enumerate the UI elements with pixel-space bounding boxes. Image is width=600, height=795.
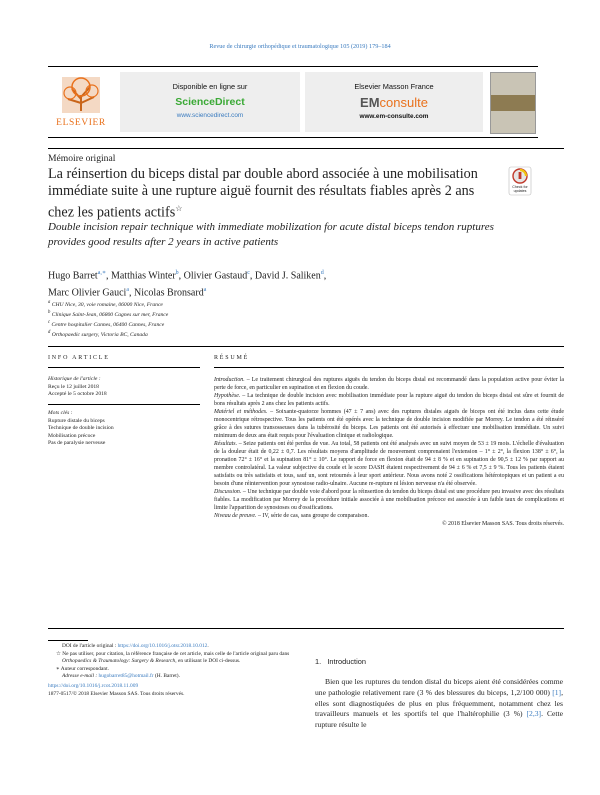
affiliation-item: $^c$ Centre hospitalier Cannes, 06400 Cannes, France <box>48 319 165 328</box>
received-date: Reçu le 12 juillet 2018 <box>48 383 99 390</box>
author-name[interactable]: Matthias Winter <box>110 270 176 282</box>
title-english: Double incision repair technique with immediate mobilization for acute distal biceps tendon ruptures provides good results after 2 years in active patients <box>48 221 494 248</box>
footnotes: DOI de l'article original : https://doi.org/10.1016/j.otsr.2018.10.012. ☆ Ne pas utiliser, pour citation, la référence française de cet article, mais celle de l'article original paru dans Orthopaedics & Traumatology: Surgery & Research, en utilisant le DOI ci-dessus. ∗ Auteur correspondant. Adresse e-mail : hugobarret85@hotmail.fr (H. Barret). https://doi.org/10.1016/j.rcot.2018.11.009 1877-0517/© 2018 Elsevier Masson SAS. Tous droits réservés. <box>48 643 298 698</box>
elsevier-logo <box>48 73 114 129</box>
accepted-date: Accepté le 5 octobre 2018 <box>48 391 107 398</box>
emconsulte-box <box>305 72 483 132</box>
author-name[interactable]: Marc Olivier Gauci <box>48 287 127 299</box>
consulte-logo-part: consulte <box>379 95 428 110</box>
sciencedirect-brand[interactable]: ScienceDirect <box>175 96 245 108</box>
journal-cover-thumbnail <box>490 72 536 134</box>
keywords-title: Mots clés : <box>48 410 73 416</box>
ref-link[interactable]: [1] <box>552 687 562 697</box>
elsevier-masson-text: Elsevier Masson France <box>354 82 434 91</box>
em-logo-part: EM <box>360 95 380 110</box>
title-star: ☆ <box>175 204 183 213</box>
history-title: Historique de l'article : <box>48 376 101 382</box>
author-email-link[interactable]: hugobarret85@hotmail.fr <box>98 673 154 680</box>
title-french-text: La réinsertion du biceps distal par double abord associée à une mobilisation immédiate suite à une rupture aiguë fournit des résultats fiables après 2 ans chez les patients actifs <box>48 166 478 221</box>
keywords <box>48 410 198 448</box>
issn-line: 1877-0517/© 2018 Elsevier Masson SAS. Tous droits réservés. <box>48 690 185 697</box>
doi-link[interactable]: https://doi.org/10.1016/j.rcot.2018.11.009 <box>48 682 139 689</box>
keyword-item: Pas de paralysie nerveuse <box>48 440 106 447</box>
affiliation-item: $^a$ CHU Nice, 30, voie romaine, 06000 Nice, France <box>48 300 163 308</box>
article-history <box>48 376 198 399</box>
title-french <box>48 166 498 222</box>
author-name[interactable]: David J. Saliken <box>254 270 321 282</box>
check-badge-line2: updates <box>513 189 527 193</box>
journal-header[interactable]: Revue de chirurgie orthopédique et traumatologique 105 (2019) 179–184 <box>209 43 391 50</box>
author-name[interactable]: Hugo Barret <box>48 270 98 282</box>
emconsulte-brand[interactable] <box>305 95 483 110</box>
intro-heading: 1. Introduction <box>315 657 366 666</box>
affiliation-item: $^d$ Orthopaedic surgery, Victoria BC, Canada <box>48 329 148 338</box>
author-name[interactable]: Olivier Gastaud <box>183 270 248 282</box>
affiliations <box>48 299 168 338</box>
sciencedirect-box <box>120 72 300 132</box>
check-badge-line1: Check for <box>512 185 528 189</box>
sciencedirect-url[interactable]: www.sciencedirect.com <box>176 112 244 119</box>
emconsulte-url[interactable]: www.em-consulte.com <box>359 113 429 120</box>
article-type: Mémoire original <box>48 153 116 164</box>
author-name[interactable]: Nicolas Bronsard <box>133 287 204 299</box>
keyword-item: Mobilisation précoce <box>48 432 96 439</box>
ref-link[interactable]: [2,3] <box>526 709 542 719</box>
original-doi-link[interactable]: https://doi.org/10.1016/j.otsr.2018.10.012 <box>117 643 208 649</box>
copyright: © 2018 Elsevier Masson SAS. Tous droits réservés. <box>442 521 564 527</box>
info-article-heading: INFO ARTICLE <box>48 355 110 361</box>
available-online-text: Disponible en ligne sur <box>172 82 248 91</box>
keyword-item: Technique de double incision <box>48 425 114 432</box>
elsevier-tree-icon <box>48 73 114 129</box>
elsevier-logo-text: ELSEVIER <box>56 118 106 128</box>
affiliation-item: $^b$ Clinique Saint-Jean, 06800 Cagnes sur mer, France <box>48 309 169 318</box>
resume-heading: RÉSUMÉ <box>214 355 250 361</box>
intro-paragraph: Bien que les ruptures du tendon distal du biceps aient été considérées comme une pathologie relativement rare (3 % des blessures du biceps, 1,2/100 000) [1], elles sont diagnostiquées de plus en plus fréquemment, notamment chez les travailleurs manuels et les sportifs tel que l'haltérophilie (3 %) [2,3]. Cette rupture résulte le <box>315 677 563 730</box>
keyword-item: Rupture distale du biceps <box>48 417 105 424</box>
check-for-updates-badge[interactable] <box>508 166 532 196</box>
author-list: Hugo Barret$^{a,∗}$, Matthias Winter$^b$, Olivier Gastaud$^c$, David J. Saliken$^d$, Marc Olivier Gauci$^a$, Nicolas Bronsard$^a$ <box>48 270 327 299</box>
abstract-body: Introduction. – Le traitement chirurgical des ruptures aiguës du tendon du biceps distal est recommandé dans la population active pour éviter la perte de force, en particulier en supination et en flexion du coude. Hypothèse. – La technique de double incision avec mobilisation immédiate pour la rupture aiguë du tendon du biceps distal est sûre et fournit de bons résultats après 2 ans chez les patients actifs. Matériel et méthodes. – Soixante-quatorze hommes (47 ± 7 ans) avec des ruptures distales aiguës de biceps ont été inclus dans cette étude monocentrique rétrospective. Tous les patients ont été opérés avec la technique de double incision modifiée par Morrey. Le tendon a été réinséré grâce à des sutures transosseuses dans la tubérosité du biceps. Les patients ont été autorisés à effectuer une mobilisation immédiate. Un suivi minimum de deux ans était requis pour l'évaluation clinique et radiologique. Résultats. – Seize patients ont été perdus de vue. Au total, 58 patients ont été analysés avec un suivi moyen de 53 ± 19 mois. L'échelle d'évaluation de la douleur était de 0,22 ± 0,7. Les résultats moyens d'amplitude de mouvement comprenaient l'extension – 1° ± 2°, la flexion 138° ± 6°, la pronation 72° ± 16° et la supination 81° ± 10°. Le rapport de force en flexion était de 94 ± 8 % et en supination de 90,5 ± 12 % par rapport au membre controlatéral. La valeur subjective du coude et le score DASH étaient respectivement de 94 ± 6 % et 7,5 ± 9 %. Tous les patients étaient satisfaits ou très satisfaits et tous, sauf un, sont retournés à leur sport antérieur. Nous avons noté 2 ossifications hétérotopiques et un patient a eu besoin d'une réintervention pour synostose radio-ulnaire. Aucune re-rupture ni lésion nerveuse n'a été observée. Discussion. – Une technique par double voie d'abord pour la réinsertion du tendon du biceps distal est une procédure peu invasive avec des résultats fiables. La modification par Morrey de la procédure initiale associée à une mobilisation précoce est associée à un faible taux de complications et limite l'apparition de synostoses ou d'ossifications. Niveau de preuve. – IV, série de cas, sans groupe de comparaison. © 2018 Elsevier Masson SAS. Tous droits réservés. <box>214 377 565 527</box>
